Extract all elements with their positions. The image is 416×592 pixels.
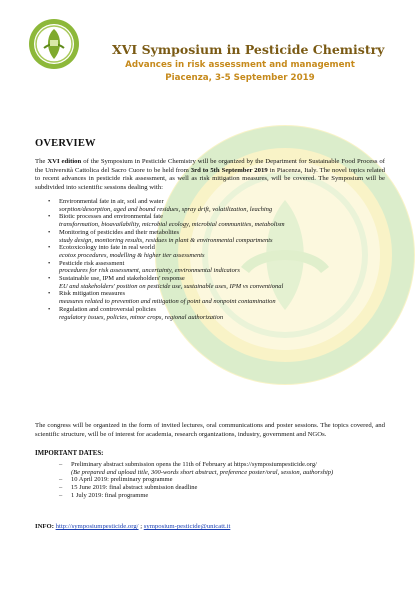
list-item: • Monitoring of pesticides and their metabolites study design, monitoring results, residues in plant & environmental compartments [35,229,385,244]
list-item: • Sustainable use, IPM and stakeholders' response EU and stakeholders' position on pesticide use, sustainable uses, IPM vs conventional [35,275,385,290]
list-item: • Ecotoxicology into fate in real world ecotox procedures, modelling & higher tier assessments [35,244,385,259]
website-link[interactable]: http://symposiumpesticide.org/ [55,523,139,530]
session-topics-list [35,198,385,321]
list-item: – 10 April 2019: preliminary programme [35,476,385,484]
info-line: INFO: http://symposiumpesticide.org/ ; symposium-pesticide@unicatt.it [35,523,231,530]
overview-outro: The congress will be organized in the form of invited lectures, oral communications and poster sessions. The topics covered, and scientific structure, will be of interest for academia, research organizations, industry, government and NGOs. [35,422,385,438]
email-link[interactable]: symposium-pesticide@unicatt.it [143,523,231,530]
list-item: • Pesticide risk assessment procedures for risk assessment, uncertainty, environmental indicators [35,260,385,275]
symposium-place-date: Piacenza, 3-5 September 2019 [165,73,315,83]
symposium-subtitle: Advances in risk assessment and management [125,60,355,70]
overview-heading: OVERVIEW [35,138,96,149]
list-item: – 1 July 2019: final programme [35,492,385,500]
symposium-title: XVI Symposium in Pesticide Chemistry [112,42,385,57]
important-dates-heading: IMPORTANT DATES: [35,450,104,457]
edition-label: XVI edition [47,158,82,165]
university-seal-icon [28,18,80,70]
list-item: • Biotic processes and environmental fate transformation, bioavailability, microbial ecology, microbial communities, metabolism [35,213,385,228]
important-dates-list [35,461,385,500]
list-item: • Regulation and controversial policies regulatory issues, policies, minor crops, regional authorization [35,306,385,321]
info-label: INFO: [35,523,54,530]
list-item: – 15 June 2019: final abstract submission deadline [35,484,385,492]
list-item: – Preliminary abstract submission opens the 11th of February at https://symposiumpesticide.org/ (Be prepared and upload title, 300-words short abstract, preference poster/oral, session, authorship) [35,461,385,476]
list-item: • Environmental fate in air, soil and water sorption/desorption, aged and bound residues, spray drift, volatilization, leaching [35,198,385,213]
overview-intro: The XVI edition of the Symposium in Pesticide Chemistry will be organized by the Department for Sustainable Food Process of the Università Cattolica del Sacro Cuore to be held from 3rd to 5th September 2019 in Piacenza, Italy. The novel topics related to recent advances in pesticide risk assessment, as well as risk mitigation measures, will be covered. The Symposium will be subdivided into scientific sessions dealing with: [35,158,385,191]
list-item: • Risk mitigation measures measures related to prevention and mitigation of point and nonpoint contamination [35,290,385,305]
event-dates: 3rd to 5th September 2019 [190,166,268,174]
